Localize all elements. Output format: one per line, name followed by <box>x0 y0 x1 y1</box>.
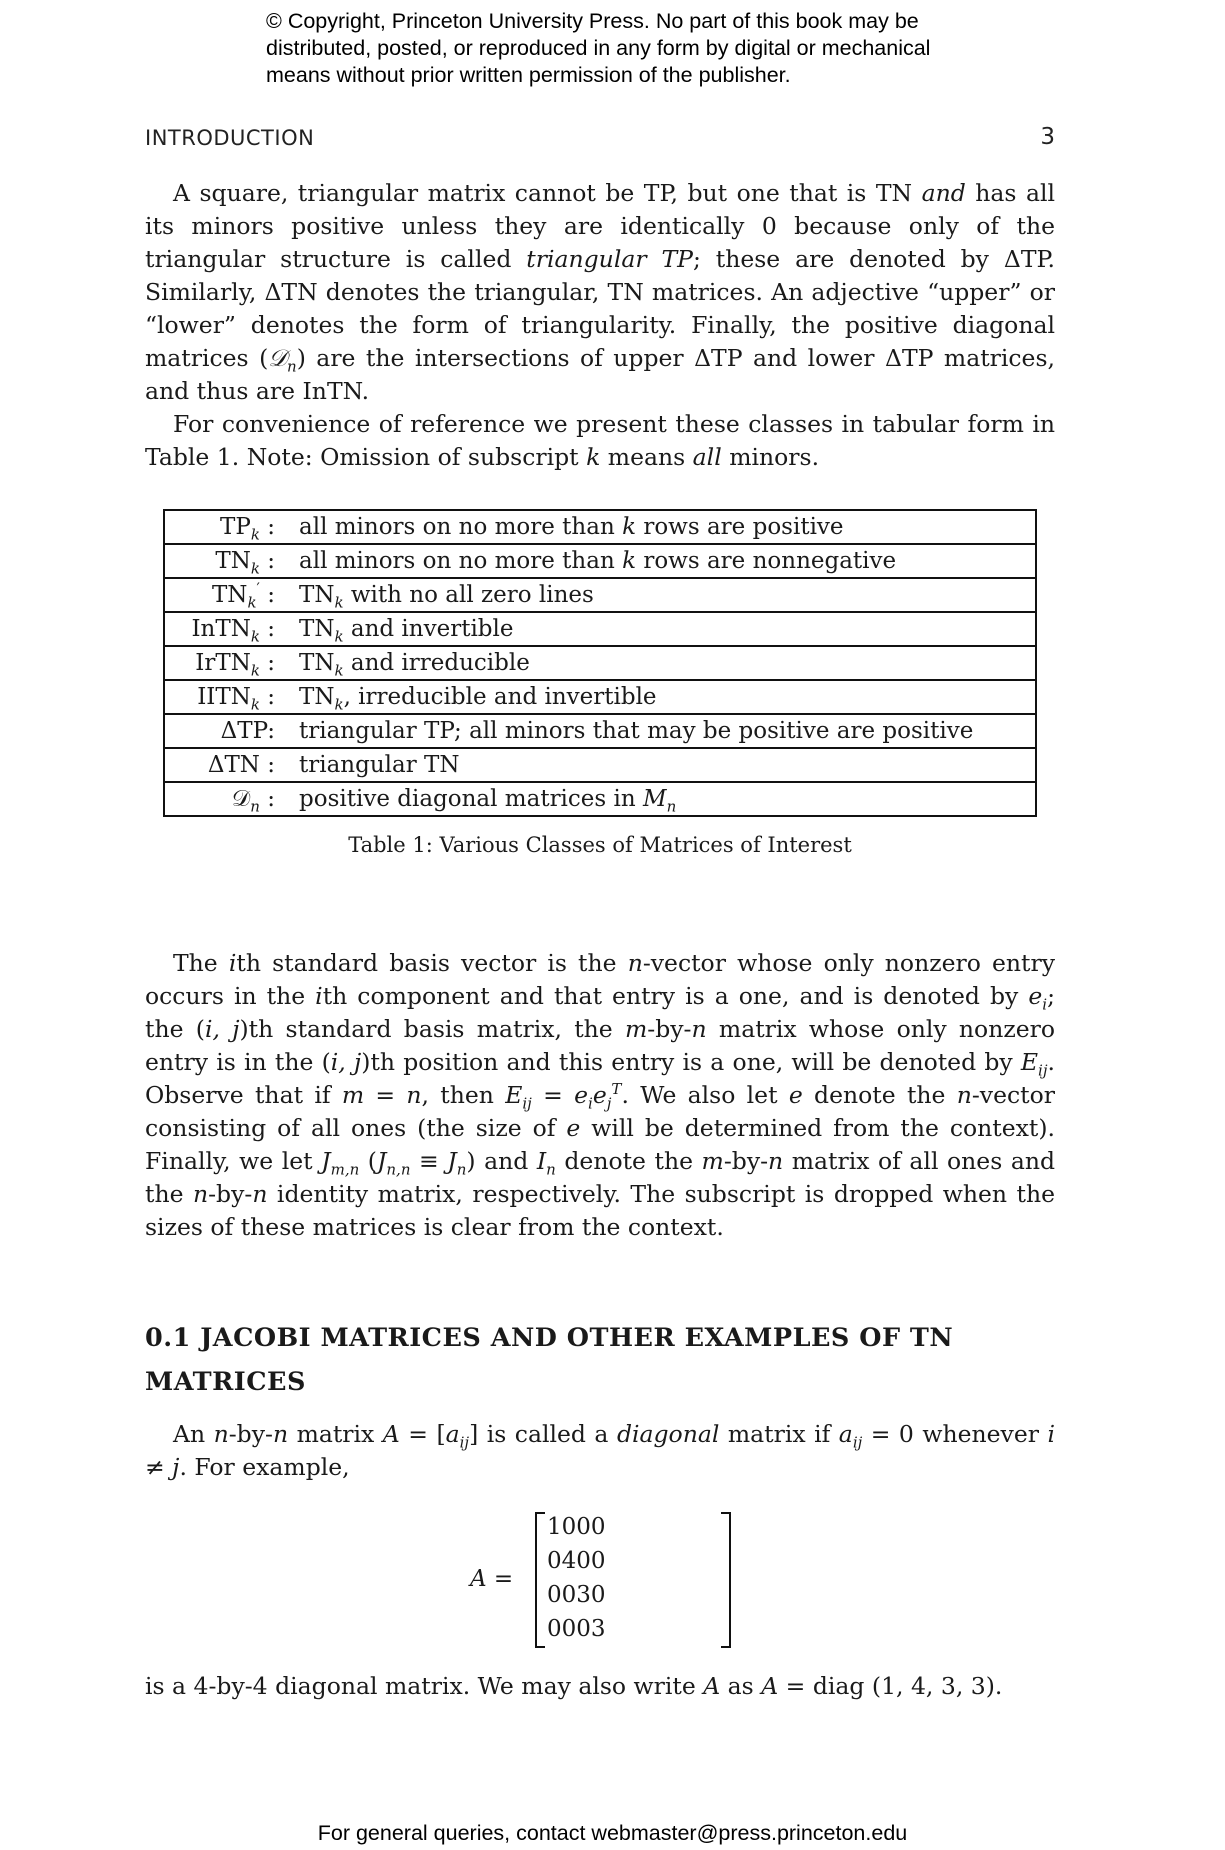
table-row <box>164 578 1036 612</box>
paragraph-5: is a 4-by-4 diagonal matrix. We may also write A as A = diag (1, 4, 3, 3). <box>145 1672 1003 1700</box>
matrix-entry: 0 <box>547 1548 562 1574</box>
matrix-entry: 0 <box>590 1514 606 1540</box>
matrix-entry: 0 <box>561 1616 577 1642</box>
class-description: $TN_k$ with no all zero lines <box>287 578 1036 612</box>
class-symbol: $TN_k'$ : <box>164 578 287 612</box>
paragraph-1: A square, triangular matrix cannot be TP, but one that is TN and has all its minors positive unless they are identically 0 because only of the triangular structure is called triangular TP; these are denoted by ΔTP. Similarly, ΔTN denotes the triangular, TN matrices. An adjective “upper” or “lower” denotes the form of triangularity. Finally, the positive diagonal matrices (𝒟$_n$) are the intersections of upper ΔTP and lower ΔTP matrices, and thus are InTN. <box>145 179 1056 405</box>
running-head-title: INTRODUCTION <box>145 126 315 150</box>
table-row <box>164 544 1036 578</box>
class-symbol: ΔTN : <box>164 748 287 782</box>
matrix-row <box>547 1510 606 1544</box>
matrix-entry: 3 <box>576 1582 591 1608</box>
matrix-row <box>547 1544 606 1578</box>
paragraph-4: An n-by-n matrix $A = [a_{ij}]$ is called a diagonal matrix if $a_{ij} = 0$ whenever i ≠ j. For example, <box>145 1420 1055 1481</box>
copyright-line-3: means without prior written permission of the publisher. <box>266 63 791 87</box>
class-description: triangular TP; all minors that may be positive are positive <box>287 714 1036 748</box>
matrix-entry: 0 <box>576 1616 591 1642</box>
table-row <box>164 782 1036 816</box>
section-heading <box>145 1316 1055 1404</box>
matrix-entry: 0 <box>576 1514 591 1540</box>
matrix-entry: 0 <box>547 1616 562 1642</box>
paragraph-3: The ith standard basis vector is the n-vector whose only nonzero entry occurs in the ith component and that entry is a one, and is denoted by $e_i$; the (i, j)th standard basis matrix, the m-by-n matrix whose only nonzero entry is in the (i, j)th position and this entry is a one, will be denoted by $E_{ij}$. Observe that if m = n, then $E_{ij} = e_ie_j^T$. We also let e denote the n-vector consisting of all ones (the size of e will be determined from the context). Finally, we let $J_{m,n}$ $(J_{n,n} \equiv J_n)$ and $I_n$ denote the m-by-n matrix of all ones and the n-by-n identity matrix, respectively. The subscript is dropped when the sizes of these matrices is clear from the context. <box>145 949 1056 1241</box>
matrix-entry: 0 <box>561 1582 577 1608</box>
class-description: all minors on no more than k rows are nonnegative <box>287 544 1036 578</box>
table-caption: Table 1: Various Classes of Matrices of Interest <box>348 833 852 857</box>
class-description: $TN_k$, irreducible and invertible <box>287 680 1036 714</box>
section-heading-line-1: 0.1 JACOBI MATRICES AND OTHER EXAMPLES OF TN <box>145 1323 954 1353</box>
matrix-entry: 3 <box>590 1616 606 1642</box>
table-row <box>164 646 1036 680</box>
section-heading-line-2: MATRICES <box>145 1367 306 1397</box>
matrix-entry: 0 <box>576 1548 591 1574</box>
table-row <box>164 714 1036 748</box>
matrix-entry: 1 <box>547 1514 562 1540</box>
matrix-classes-table <box>163 509 1037 817</box>
page-number: 3 <box>1040 124 1055 150</box>
class-symbol: $IITN_k$ : <box>164 680 287 714</box>
paragraph-2: For convenience of reference we present these classes in tabular form in Table 1. Note: Omission of subscript k means all minors. <box>145 410 1055 471</box>
matrix-entry: 4 <box>561 1548 577 1574</box>
footer-contact: For general queries, contact webmaster@press.princeton.edu <box>317 1821 908 1845</box>
class-description: positive diagonal matrices in $M_n$ <box>287 782 1036 816</box>
matrix-right-bracket <box>721 1512 731 1648</box>
matrix-row <box>547 1612 606 1646</box>
class-symbol: $TN_k$ : <box>164 544 287 578</box>
table-row <box>164 748 1036 782</box>
class-symbol: ΔTP: <box>164 714 287 748</box>
matrix-row <box>547 1578 606 1612</box>
class-description: all minors on no more than k rows are positive <box>287 510 1036 544</box>
copyright-line-1: © Copyright, Princeton University Press. No part of this book may be <box>266 9 919 33</box>
matrix-entry: 0 <box>590 1548 606 1574</box>
table-row <box>164 680 1036 714</box>
copyright-notice <box>266 8 1026 89</box>
class-symbol: 𝒟$_n$ : <box>164 782 287 816</box>
class-description: $TN_k$ and invertible <box>287 612 1036 646</box>
matrix-entry: 0 <box>590 1582 606 1608</box>
class-symbol: IrTN$_k$ : <box>164 646 287 680</box>
class-symbol: $TP_k$ : <box>164 510 287 544</box>
table-row <box>164 612 1036 646</box>
matrix-entries <box>547 1510 606 1646</box>
table-row <box>164 510 1036 544</box>
copyright-line-2: distributed, posted, or reproduced in any form by digital or mechanical <box>266 36 931 60</box>
matrix-entry: 0 <box>561 1514 577 1540</box>
class-description: $TN_k$ and irreducible <box>287 646 1036 680</box>
class-description: triangular TN <box>287 748 1036 782</box>
matrix-entry: 0 <box>547 1582 562 1608</box>
matrix-lhs: A = <box>470 1566 514 1592</box>
matrix-left-bracket <box>535 1512 545 1648</box>
class-symbol: InTN$_k$ : <box>164 612 287 646</box>
